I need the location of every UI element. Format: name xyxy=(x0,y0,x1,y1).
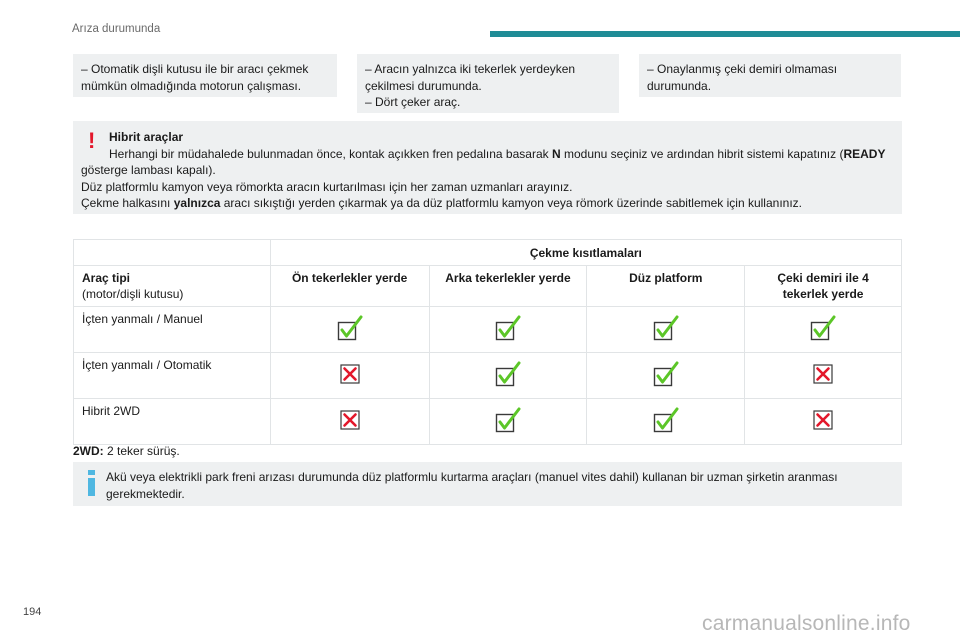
group-header: Çekme kısıtlamaları xyxy=(270,240,901,266)
check-icon xyxy=(495,315,521,345)
status-cell xyxy=(587,399,745,445)
info-box xyxy=(73,462,902,506)
cross-icon xyxy=(340,410,360,434)
table-column-header-row xyxy=(74,266,902,307)
column-header: Ön tekerlekler yerde xyxy=(270,266,429,307)
status-cell xyxy=(429,399,587,445)
column-header: Çeki demiri ile 4 tekerlek yerde xyxy=(745,266,902,307)
status-cell xyxy=(270,399,429,445)
cross-icon xyxy=(813,410,833,434)
check-icon xyxy=(337,315,363,345)
warning-text: Herhangi bir müdahalede bulunmadan önce, kontak açıkken fren pedalına basarak xyxy=(109,146,552,161)
condition-line: – Onaylanmış çeki demiri olmaması xyxy=(647,62,838,76)
page-number: 194 xyxy=(23,606,42,618)
row-label: Hibrit 2WD xyxy=(74,399,271,445)
table-row xyxy=(74,353,902,399)
warning-title: Hibrit araçlar xyxy=(109,130,184,144)
2wd-note-text: 2 teker sürüş. xyxy=(103,444,180,458)
row-label: İçten yanmalı / Otomatik xyxy=(74,353,271,399)
column-header: Arka tekerlekler yerde xyxy=(429,266,587,307)
towing-restrictions-table xyxy=(73,239,902,445)
cross-icon xyxy=(813,364,833,388)
condition-box-1 xyxy=(73,54,337,97)
header-accent-bar xyxy=(490,31,960,37)
table-row xyxy=(74,399,902,445)
status-cell xyxy=(587,353,745,399)
check-icon xyxy=(653,407,679,437)
warning-emphasis: yalnızca xyxy=(173,196,221,210)
warning-line-4 xyxy=(81,195,894,212)
table-row xyxy=(74,307,902,353)
condition-box-3 xyxy=(639,54,901,97)
condition-box-2 xyxy=(357,54,619,113)
info-icon xyxy=(88,470,95,496)
status-cell xyxy=(270,307,429,353)
condition-line: mümkün olmadığında motorun çalışması. xyxy=(81,78,302,93)
warning-mode-n: N xyxy=(551,146,561,161)
condition-line: – Aracın yalnızca iki tekerlek yerdeyken xyxy=(365,62,576,76)
2wd-note xyxy=(73,444,180,458)
status-cell xyxy=(587,307,745,353)
check-icon xyxy=(495,361,521,391)
watermark[interactable]: carmanualsonline.info xyxy=(702,612,911,635)
warning-line-2: gösterge lambası kapalı). xyxy=(81,163,216,177)
status-cell xyxy=(429,353,587,399)
vehicle-type-subheader: (motor/dişli kutusu) xyxy=(82,287,184,301)
warning-text: aracı sıkıştığı yerden çıkarmak ya da düz platformlu kamyon veya römork üzerinde sabitlemek için kullanınız. xyxy=(220,196,802,210)
column-header: Düz platform xyxy=(587,266,745,307)
table-group-header-row xyxy=(74,240,902,266)
cross-icon xyxy=(340,364,360,388)
status-cell xyxy=(745,399,902,445)
2wd-note-label: 2WD: xyxy=(73,444,104,458)
hybrid-warning-box xyxy=(73,121,902,214)
condition-line: – Otomatik dişli kutusu ile bir aracı çekmek xyxy=(81,62,309,76)
status-cell xyxy=(745,353,902,399)
status-cell xyxy=(270,353,429,399)
check-icon xyxy=(495,407,521,437)
check-icon xyxy=(653,361,679,391)
warning-exclamation-icon: ! xyxy=(88,128,96,153)
empty-cell xyxy=(74,240,271,266)
status-cell xyxy=(429,307,587,353)
row-label: İçten yanmalı / Manuel xyxy=(74,307,271,353)
warning-line-1 xyxy=(81,146,894,163)
condition-line: çekilmesi durumunda. xyxy=(365,78,482,93)
section-title: Arıza durumunda xyxy=(72,23,161,35)
warning-line-3: Düz platformlu kamyon veya römorkta aracın kurtarılması için her zaman uzmanları arayınız. xyxy=(81,179,573,194)
vehicle-type-header: Araç tipi xyxy=(82,271,131,285)
row-header-cell xyxy=(74,266,271,307)
info-line-2: gerekmektedir. xyxy=(106,486,185,501)
warning-text: modunu seçiniz ve ardından hibrit sistemi kapatınız ( xyxy=(560,146,844,161)
warning-text: Çekme halkasını xyxy=(81,196,174,210)
warning-ready-label: READY xyxy=(843,146,886,161)
condition-line: – Dört çeker araç. xyxy=(365,95,461,109)
check-icon xyxy=(810,315,836,345)
condition-line: durumunda. xyxy=(647,78,712,93)
status-cell xyxy=(745,307,902,353)
check-icon xyxy=(653,315,679,345)
info-line-1: Akü veya elektrikli park freni arızası durumunda düz platformlu kurtarma araçları (manuel vites dahil) kullanan bir uzman şirketin aranması xyxy=(106,470,838,484)
